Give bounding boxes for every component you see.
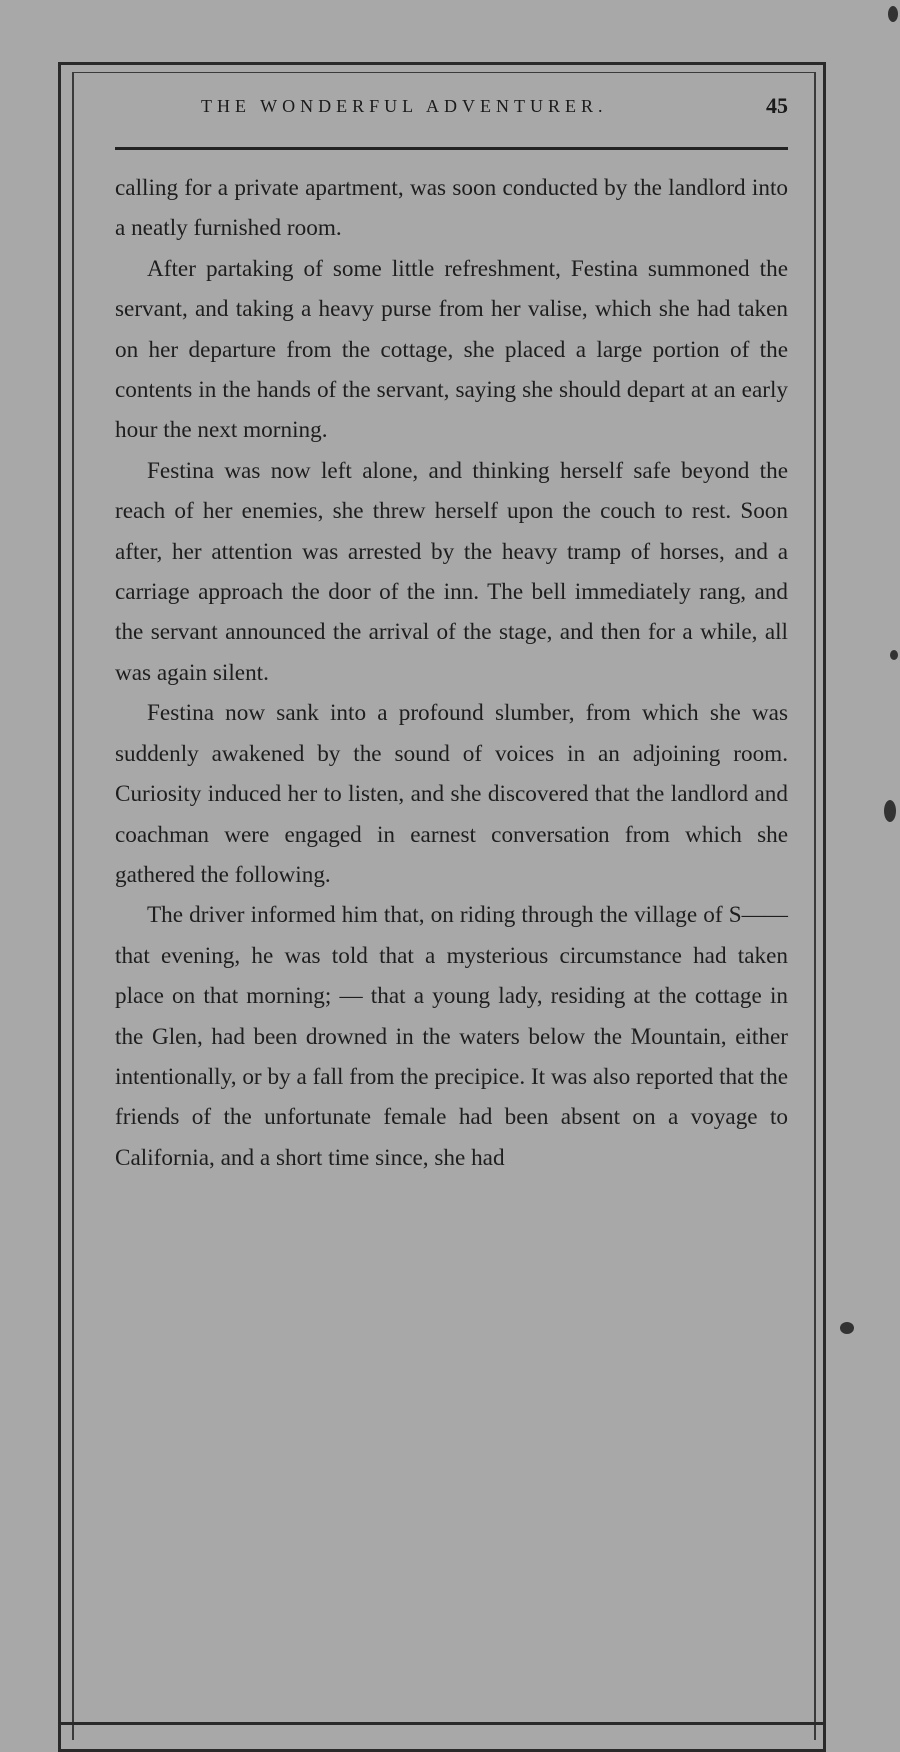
page-header — [115, 88, 788, 124]
ink-speck — [890, 650, 898, 660]
ink-speck — [840, 1322, 854, 1334]
paragraph: The driver informed him that, on riding through the village of S—— that evening, he was told that a mysterious circumstance had taken place on that morning; — that a young lady, residing at the cottage in the Glen, had been drowned in the waters below the Mountain, either intentionally, or by a fall from the precipice. It was also reported that the friends of the unfortunate female had been absent on a voyage to California, and a short time since, she had — [115, 902, 788, 1171]
bottom-border-rule — [58, 1722, 826, 1725]
header-rule — [115, 147, 788, 150]
paragraph: Festina now sank into a profound slumber, from which she was suddenly awakened by the sound of voices in an adjoining room. Curiosity induced her to listen, and she discovered that the landlord and coachman were engaged in earnest conversation from which she gathered the following. — [115, 700, 788, 888]
ink-speck — [888, 6, 898, 22]
ink-speck — [884, 800, 896, 822]
paragraph: calling for a private apartment, was soon conducted by the landlord into a neatly furnished room. — [115, 175, 788, 242]
paragraph: After partaking of some little refreshment, Festina summoned the servant, and taking a heavy purse from her valise, which she had taken on her departure from the cottage, she placed a large portion of the contents in the hands of the servant, saying she should depart at an early hour the next morning. — [115, 255, 788, 444]
paragraph: Festina was now left alone, and thinking herself safe beyond the reach of her enemies, she threw herself upon the couch to rest. Soon after, her attention was arrested by the heavy tramp of horses, and a carriage approach the door of the inn. The bell immediately rang, and the servant announced the arrival of the stage, and then for a while, all was again silent. — [115, 457, 788, 686]
running-title: THE WONDERFUL ADVENTURER. — [201, 96, 608, 116]
page-number: 45 — [766, 93, 788, 118]
body-text — [115, 168, 788, 1178]
